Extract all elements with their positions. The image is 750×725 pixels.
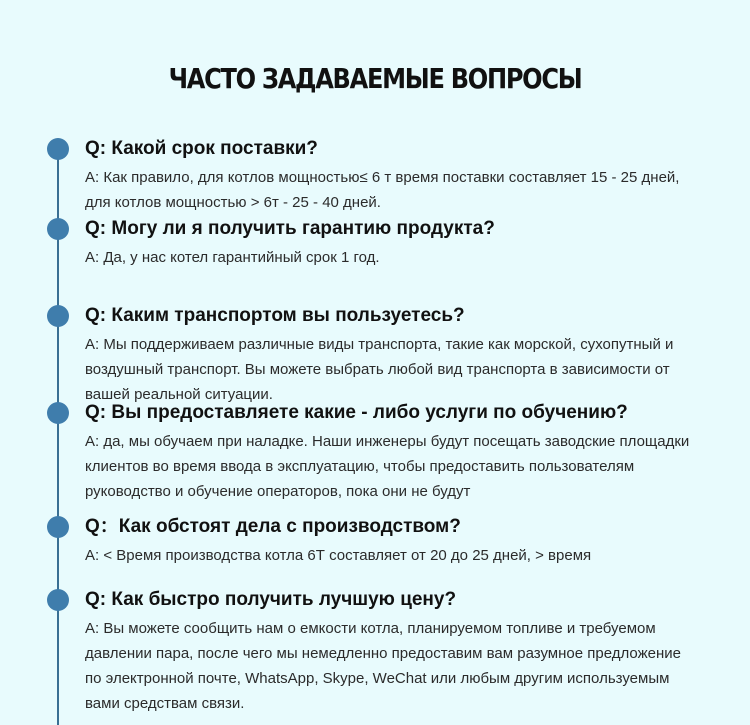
faq-question: Q：Как обстоят дела с производством? xyxy=(85,516,461,537)
faq-question: Q: Могу ли я получить гарантию продукта? xyxy=(85,218,495,239)
timeline-dot xyxy=(47,305,69,327)
faq-answer: A: Да, у нас котел гарантийный срок 1 год. xyxy=(85,249,380,266)
page-title: ЧАСТО ЗАДАВАЕМЫЕ ВОПРОСЫ xyxy=(168,62,582,95)
faq-question: Q: Каким транспортом вы пользуетесь? xyxy=(85,305,465,326)
faq-question: Q: Какой срок поставки? xyxy=(85,138,318,159)
faq-answer: A: < Время производства котла 6Т составляет от 20 до 25 дней, > время xyxy=(85,547,592,564)
timeline-dot xyxy=(47,218,69,240)
timeline-dot xyxy=(47,138,69,160)
faq-answer: A: Вы можете сообщить нам о емкости котла, планируемом топливе и требуемом давлении пара, после чего мы немедленно предоставим вам разумное предложение по электронной почте, WhatsApp, Skype, WeChat или любым другим используемым вами средствам связи. xyxy=(85,620,681,712)
timeline-dot xyxy=(47,516,69,538)
faq-answer: A: Мы поддерживаем различные виды транспорта, такие как морской, сухопутный и воздушный транспорт. Вы можете выбрать любой вид транспорта в зависимости от вашей реальной ситуации. xyxy=(85,336,674,403)
faq-answer: A: Как правило, для котлов мощностью≤ 6 т время поставки составляет 15 - 25 дней, для котлов мощностью > 6т - 25 - 40 дней. xyxy=(85,169,680,211)
timeline-dot xyxy=(47,589,69,611)
faq-question: Q: Как быстро получить лучшую цену? xyxy=(85,589,457,610)
timeline-dot xyxy=(47,402,69,424)
faq-answer: A: да, мы обучаем при наладке. Наши инженеры будут посещать заводские площадки клиентов во время ввода в эксплуатацию, чтобы предоставить пользователям руководство и обучение операторов, пока они не будут xyxy=(85,433,690,500)
faq-question: Q: Вы предоставляете какие - либо услуги по обучению? xyxy=(85,402,628,423)
